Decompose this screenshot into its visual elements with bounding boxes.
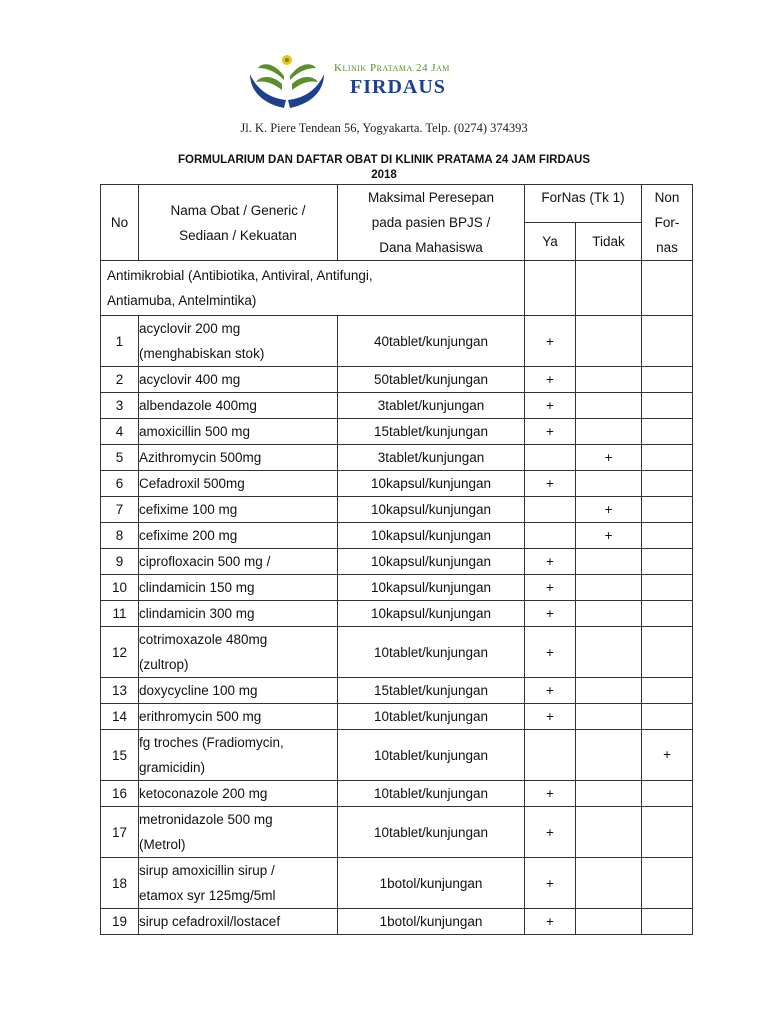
- non-fornas-mark: [642, 471, 693, 497]
- fornas-ya-mark: +: [525, 678, 576, 704]
- row-number: 2: [101, 367, 139, 393]
- non-fornas-mark: [642, 601, 693, 627]
- header-no: No: [101, 185, 139, 261]
- logo-title: FIRDAUS: [350, 76, 446, 98]
- max-prescription: 10kapsul/kunjungan: [338, 497, 525, 523]
- table-row: [101, 497, 693, 523]
- fornas-ya-mark: +: [525, 367, 576, 393]
- table-row: [101, 781, 693, 807]
- drug-name-line1: Cefadroxil 500mg: [139, 476, 245, 491]
- header-non-line3: nas: [656, 240, 678, 255]
- drug-name: [139, 730, 338, 781]
- non-fornas-mark: [642, 549, 693, 575]
- row-number: 11: [101, 601, 139, 627]
- document-title: [0, 153, 768, 183]
- drug-name-line1: cotrimoxazole 480mg: [139, 632, 268, 647]
- fornas-ya-mark: +: [525, 781, 576, 807]
- row-number: 1: [101, 316, 139, 367]
- row-number: 13: [101, 678, 139, 704]
- drug-name: [139, 316, 338, 367]
- max-prescription: 3tablet/kunjungan: [338, 393, 525, 419]
- document-title-year: 2018: [371, 169, 397, 181]
- max-prescription: 10tablet/kunjungan: [338, 627, 525, 678]
- header-non-line2: For-: [654, 215, 680, 230]
- max-prescription: 10kapsul/kunjungan: [338, 471, 525, 497]
- max-prescription: 3tablet/kunjungan: [338, 445, 525, 471]
- fornas-tidak-mark: [576, 393, 642, 419]
- fornas-ya-mark: +: [525, 704, 576, 730]
- table-row: [101, 367, 693, 393]
- table-row: [101, 678, 693, 704]
- category-row: [101, 261, 693, 316]
- row-number: 17: [101, 807, 139, 858]
- table-row: [101, 445, 693, 471]
- drug-name-line1: cefixime 200 mg: [139, 528, 238, 543]
- fornas-ya-mark: [525, 730, 576, 781]
- table-row: [101, 730, 693, 781]
- drug-name: [139, 419, 338, 445]
- table-row: [101, 393, 693, 419]
- fornas-ya-mark: +: [525, 858, 576, 909]
- non-fornas-mark: [642, 781, 693, 807]
- max-prescription: 1botol/kunjungan: [338, 858, 525, 909]
- fornas-tidak-mark: [576, 367, 642, 393]
- drug-name: [139, 858, 338, 909]
- header-fornas: ForNas (Tk 1): [525, 185, 642, 223]
- fornas-ya-mark: [525, 523, 576, 549]
- non-fornas-mark: [642, 627, 693, 678]
- fornas-tidak-mark: +: [576, 445, 642, 471]
- drug-name-line1: acyclovir 200 mg: [139, 321, 241, 336]
- header-drug-name-line1: Nama Obat / Generic /: [170, 202, 306, 218]
- table-row: [101, 523, 693, 549]
- drug-name: [139, 497, 338, 523]
- drug-name-line1: Azithromycin 500mg: [139, 450, 262, 465]
- table-row: [101, 909, 693, 935]
- drug-name-line2: gramicidin): [139, 760, 206, 775]
- table-row: [101, 316, 693, 367]
- table-row: [101, 471, 693, 497]
- max-prescription: 10tablet/kunjungan: [338, 781, 525, 807]
- non-fornas-mark: [642, 523, 693, 549]
- table-row: [101, 704, 693, 730]
- drug-name-line1: sirup cefadroxil/lostacef: [139, 914, 281, 929]
- table-row: [101, 549, 693, 575]
- row-number: 7: [101, 497, 139, 523]
- non-fornas-mark: [642, 316, 693, 367]
- row-number: 19: [101, 909, 139, 935]
- drug-name: [139, 367, 338, 393]
- row-number: 15: [101, 730, 139, 781]
- fornas-ya-mark: +: [525, 549, 576, 575]
- drug-name: [139, 523, 338, 549]
- drug-name-line1: fg troches (Fradiomycin,: [139, 735, 284, 750]
- document-title-line1: FORMULARIUM DAN DAFTAR OBAT DI KLINIK PRATAMA 24 JAM FIRDAUS: [177, 154, 591, 166]
- fornas-tidak-mark: [576, 575, 642, 601]
- header-non-line1: Non: [654, 190, 680, 205]
- max-prescription: 10kapsul/kunjungan: [338, 523, 525, 549]
- fornas-tidak-mark: [576, 909, 642, 935]
- header-max-line2: pada pasien BPJS /: [371, 215, 491, 230]
- table-row: [101, 627, 693, 678]
- drug-name: [139, 909, 338, 935]
- header-max-line3: Dana Mahasiswa: [379, 240, 483, 255]
- row-number: 4: [101, 419, 139, 445]
- fornas-ya-mark: +: [525, 601, 576, 627]
- drug-name-line2: (zultrop): [139, 657, 189, 672]
- fornas-tidak-mark: [576, 549, 642, 575]
- fornas-ya-mark: +: [525, 909, 576, 935]
- header-drug-name: [139, 185, 338, 261]
- category-ya-cell: [525, 261, 576, 316]
- drug-name: [139, 445, 338, 471]
- non-fornas-mark: [642, 858, 693, 909]
- header-ya: Ya: [525, 223, 576, 261]
- table-row: [101, 807, 693, 858]
- max-prescription: 10kapsul/kunjungan: [338, 601, 525, 627]
- drug-name-line1: ciprofloxacin 500 mg /: [139, 554, 271, 569]
- fornas-tidak-mark: [576, 807, 642, 858]
- category-line2: Antiamuba, Antelmintika): [107, 293, 257, 308]
- fornas-tidak-mark: [576, 471, 642, 497]
- drug-name-line1: clindamicin 300 mg: [139, 606, 255, 621]
- drug-name: [139, 393, 338, 419]
- header-tidak: Tidak: [576, 223, 642, 261]
- logo-subtitle: Klinik Pratama 24 Jam: [334, 62, 450, 74]
- row-number: 5: [101, 445, 139, 471]
- clinic-logo: [240, 50, 540, 112]
- max-prescription: 10tablet/kunjungan: [338, 807, 525, 858]
- non-fornas-mark: [642, 909, 693, 935]
- fornas-ya-mark: +: [525, 471, 576, 497]
- drug-name-line1: cefixime 100 mg: [139, 502, 238, 517]
- non-fornas-mark: +: [642, 730, 693, 781]
- max-prescription: 15tablet/kunjungan: [338, 419, 525, 445]
- drug-name-line1: metronidazole 500 mg: [139, 812, 273, 827]
- drug-name: [139, 807, 338, 858]
- max-prescription: 15tablet/kunjungan: [338, 678, 525, 704]
- max-prescription: 40tablet/kunjungan: [338, 316, 525, 367]
- drug-name: [139, 704, 338, 730]
- fornas-tidak-mark: [576, 419, 642, 445]
- drug-name: [139, 781, 338, 807]
- table-row: [101, 419, 693, 445]
- fornas-ya-mark: +: [525, 575, 576, 601]
- drug-name-line1: acyclovir 400 mg: [139, 372, 241, 387]
- max-prescription: 10tablet/kunjungan: [338, 730, 525, 781]
- header-max-prescription: [338, 185, 525, 261]
- fornas-ya-mark: [525, 445, 576, 471]
- drug-name-line1: doxycycline 100 mg: [139, 683, 258, 698]
- header-non-fornas: [642, 185, 693, 261]
- non-fornas-mark: [642, 367, 693, 393]
- table-row: [101, 858, 693, 909]
- fornas-ya-mark: +: [525, 393, 576, 419]
- row-number: 14: [101, 704, 139, 730]
- max-prescription: 10kapsul/kunjungan: [338, 549, 525, 575]
- fornas-tidak-mark: [576, 601, 642, 627]
- fornas-ya-mark: +: [525, 627, 576, 678]
- row-number: 10: [101, 575, 139, 601]
- row-number: 16: [101, 781, 139, 807]
- formulary-table: [100, 184, 693, 935]
- fornas-tidak-mark: [576, 858, 642, 909]
- non-fornas-mark: [642, 393, 693, 419]
- drug-name: [139, 627, 338, 678]
- fornas-tidak-mark: [576, 316, 642, 367]
- clinic-address: Jl. K. Piere Tendean 56, Yogyakarta. Telp. (0274) 374393: [240, 121, 528, 135]
- drug-name: [139, 678, 338, 704]
- non-fornas-mark: [642, 575, 693, 601]
- max-prescription: 50tablet/kunjungan: [338, 367, 525, 393]
- fornas-tidak-mark: [576, 678, 642, 704]
- drug-name-line1: amoxicillin 500 mg: [139, 424, 251, 439]
- row-number: 9: [101, 549, 139, 575]
- fornas-tidak-mark: +: [576, 497, 642, 523]
- fornas-tidak-mark: [576, 730, 642, 781]
- fornas-tidak-mark: +: [576, 523, 642, 549]
- max-prescription: 10tablet/kunjungan: [338, 704, 525, 730]
- category-tidak-cell: [576, 261, 642, 316]
- row-number: 6: [101, 471, 139, 497]
- drug-name: [139, 601, 338, 627]
- category-line1: Antimikrobial (Antibiotika, Antiviral, Antifungi,: [107, 268, 373, 283]
- non-fornas-mark: [642, 704, 693, 730]
- header-drug-name-line2: Sediaan / Kekuatan: [179, 227, 297, 243]
- non-fornas-mark: [642, 445, 693, 471]
- non-fornas-mark: [642, 678, 693, 704]
- fornas-ya-mark: +: [525, 807, 576, 858]
- drug-name-line1: erithromycin 500 mg: [139, 709, 262, 724]
- clinic-logo-icon: [244, 52, 330, 110]
- fornas-tidak-mark: [576, 704, 642, 730]
- fornas-tidak-mark: [576, 781, 642, 807]
- row-number: 12: [101, 627, 139, 678]
- drug-name-line1: clindamicin 150 mg: [139, 580, 255, 595]
- max-prescription: 1botol/kunjungan: [338, 909, 525, 935]
- fornas-ya-mark: +: [525, 316, 576, 367]
- non-fornas-mark: [642, 807, 693, 858]
- header-max-line1: Maksimal Peresepan: [367, 190, 495, 205]
- table-row: [101, 601, 693, 627]
- table-row: [101, 575, 693, 601]
- row-number: 8: [101, 523, 139, 549]
- row-number: 3: [101, 393, 139, 419]
- drug-name-line2: (menghabiskan stok): [139, 346, 265, 361]
- drug-name-line1: sirup amoxicillin sirup /: [139, 863, 275, 878]
- drug-name: [139, 471, 338, 497]
- non-fornas-mark: [642, 419, 693, 445]
- category-non-cell: [642, 261, 693, 316]
- drug-name-line2: etamox syr 125mg/5ml: [139, 888, 276, 903]
- drug-name: [139, 549, 338, 575]
- non-fornas-mark: [642, 497, 693, 523]
- drug-name-line1: ketoconazole 200 mg: [139, 786, 268, 801]
- drug-name: [139, 575, 338, 601]
- max-prescription: 10kapsul/kunjungan: [338, 575, 525, 601]
- drug-name-line2: (Metrol): [139, 837, 186, 852]
- fornas-ya-mark: [525, 497, 576, 523]
- drug-name-line1: albendazole 400mg: [139, 398, 257, 413]
- fornas-ya-mark: +: [525, 419, 576, 445]
- row-number: 18: [101, 858, 139, 909]
- category-label: [101, 261, 525, 316]
- fornas-tidak-mark: [576, 627, 642, 678]
